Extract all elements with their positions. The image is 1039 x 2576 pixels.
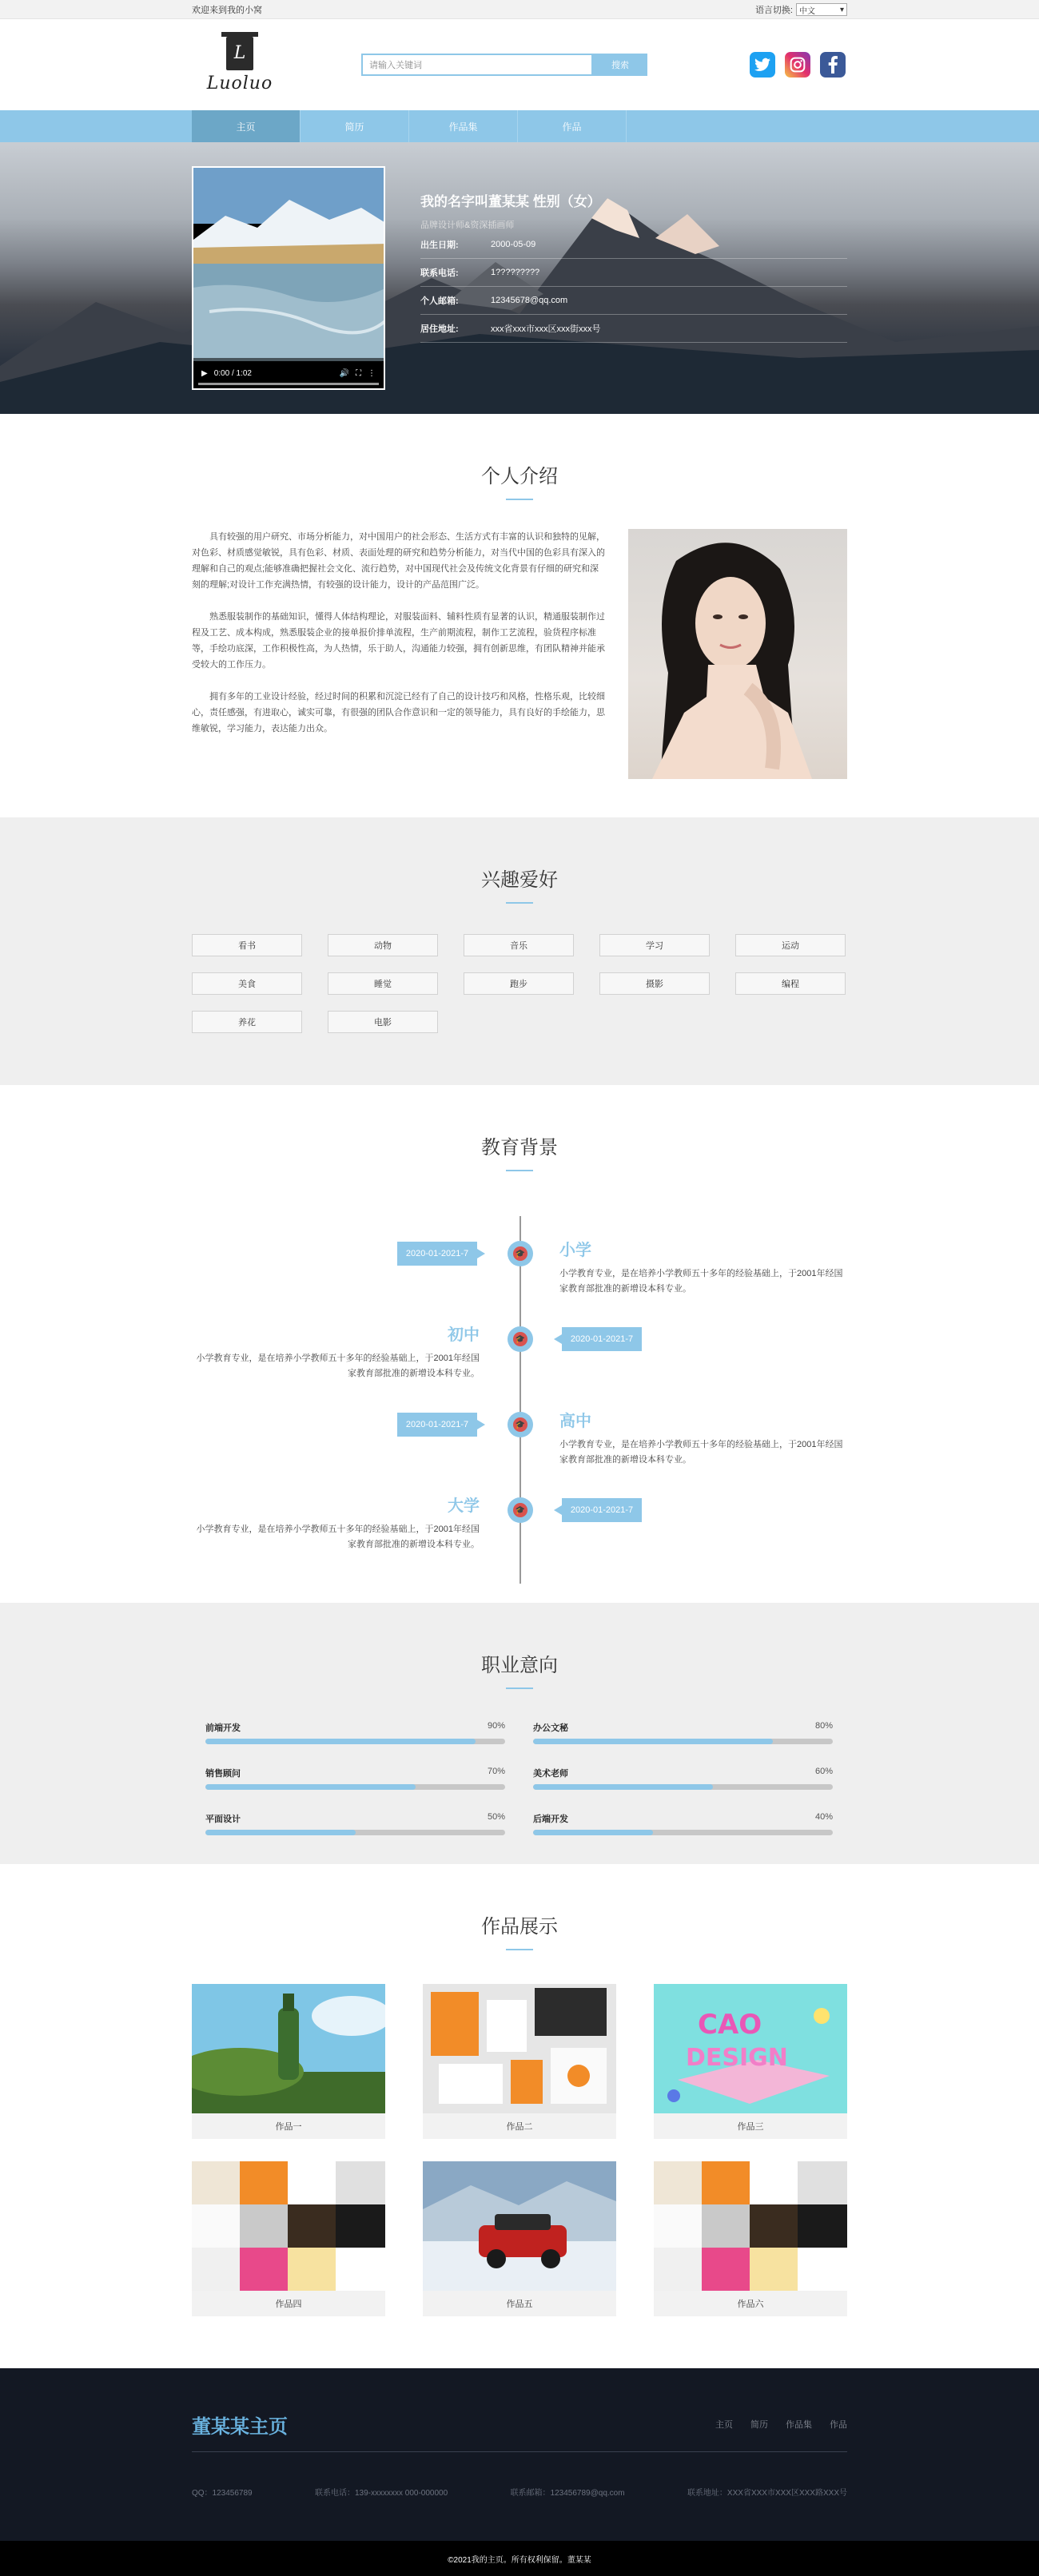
- works-grid: [192, 1984, 847, 2316]
- info-row-birth: [420, 231, 847, 259]
- skill-bar: [533, 1739, 833, 1744]
- skill-item: [205, 1812, 505, 1835]
- timeline-date: 2020-01-2021-7: [562, 1498, 642, 1522]
- chevron-down-icon: ▾: [839, 5, 844, 14]
- welcome-text: 欢迎来到我的小窝: [192, 6, 262, 15]
- profile-name: 我的名字叫董某某 性别（女）: [420, 194, 601, 209]
- skill-bar: [533, 1784, 833, 1790]
- logo-text: Luoluo: [206, 73, 273, 93]
- profile-subtitle: 品牌设计师&资深插画师: [420, 221, 515, 230]
- intro-section: [0, 414, 1039, 817]
- skill-name: 美术老师: [533, 1769, 568, 1779]
- footer-divider: [192, 2451, 847, 2452]
- info-value: xxx省xxx市xxx区xxx街xxx号: [491, 324, 601, 334]
- graduation-cap-icon: 🎓: [508, 1412, 533, 1437]
- skill-item: [205, 1767, 505, 1790]
- nav-item-home[interactable]: 主页: [192, 110, 301, 142]
- skill-bar: [533, 1830, 833, 1835]
- title-underline: [506, 1688, 533, 1689]
- top-bar: [0, 0, 1039, 19]
- info-value: 1?????????: [491, 268, 540, 277]
- skill-fill: [205, 1739, 476, 1744]
- skill-fill: [205, 1830, 356, 1835]
- footer-qq: QQ：123456789: [192, 2489, 253, 2498]
- profile-info: [420, 166, 847, 390]
- work-image: [192, 1984, 385, 2113]
- skill-percent: 60%: [814, 1767, 833, 1776]
- work-image: [423, 2161, 616, 2291]
- search-button[interactable]: 搜索: [593, 54, 647, 76]
- footer-link-works[interactable]: 作品: [830, 2420, 847, 2430]
- graduation-cap-icon: 🎓: [508, 1326, 533, 1352]
- title-underline: [506, 1949, 533, 1950]
- education-desc: 小学教育专业，是在培养小学教师五十多年的经验基础上，于2001年经国家教育部批准的新增设本科专业。: [196, 1525, 480, 1549]
- hobby-section: [0, 817, 1039, 1085]
- footer-brand: 董某某主页: [192, 2415, 288, 2438]
- language-label: 语言切换:: [754, 6, 793, 15]
- skill-percent: 50%: [487, 1812, 505, 1822]
- skill-name: 后端开发: [533, 1815, 568, 1824]
- facebook-icon[interactable]: [820, 52, 846, 78]
- language-select[interactable]: [796, 3, 847, 16]
- timeline-date: 2020-01-2021-7: [562, 1327, 642, 1351]
- hobby-item[interactable]: 睡觉: [328, 972, 438, 995]
- skill-bar: [205, 1739, 505, 1744]
- skill-bar: [205, 1784, 505, 1790]
- graduation-cap-icon: 🎓: [508, 1241, 533, 1266]
- svg-text:CAO: CAO: [698, 2009, 762, 2041]
- logo-badge: L: [226, 37, 253, 70]
- footer-address: 联系地址：XXX省XXX市XXX区XXX路XXX号: [687, 2489, 847, 2498]
- intro-paragraph: 拥有多年的工业设计经验，经过时间的积累和沉淀已经有了自己的设计技巧和风格，性格乐观，比较细心，责任感强，有进取心，诚实可靠，有很强的团队合作意识和一定的领导能力，具有良好的手绘能力，思维敏锐，学习能力，表达能力出众。: [192, 692, 605, 733]
- section-title: 兴趣爱好: [481, 869, 558, 891]
- info-label: 联系电话:: [420, 268, 459, 278]
- timeline-axis: [520, 1216, 521, 1584]
- education-stage: 大学: [448, 1497, 480, 1515]
- hobby-item[interactable]: 运动: [735, 934, 846, 956]
- info-row-email: [420, 287, 847, 315]
- skill-fill: [533, 1784, 713, 1790]
- intro-paragraph: 熟悉服装制作的基础知识，懂得人体结构理论，对服装面料、辅料性质有显著的认识，精通服装制作过程及工艺、成本构成，熟悉服装企业的接单报价排单流程，生产前期流程，制作工艺流程，验货程序标准等，手绘功底深，工作积极性高，为人热情，乐于助人，沟通能力较强，拥有创新思维，有团队精神并能承受较大的工作压力。: [192, 612, 605, 670]
- hobby-item[interactable]: 电影: [328, 1011, 438, 1033]
- social-links: [750, 52, 846, 78]
- logo[interactable]: [192, 29, 288, 101]
- intro-text: [192, 529, 607, 779]
- video-progress-bar[interactable]: [198, 383, 379, 385]
- video-time: 0:00 / 1:02: [213, 368, 252, 378]
- intro-paragraph: 具有较强的用户研究、市场分析能力，对中国用户的社会形态、生活方式有丰富的认识和独特的见解，对色彩、材质感觉敏锐，具有色彩、材质、表面处理的研究和趋势分析能力，对当代中国的色彩具有深入的理解和自己的观点;能够准确把握社会文化、流行趋势，对中国现代社会及传统文化背景有仔细的研究和深刻的理解;对设计工作充满热情，有较强的设计能力，设计的产品范围广泛。: [192, 532, 605, 590]
- info-row-address: [420, 315, 847, 343]
- info-value: 2000-05-09: [491, 240, 536, 249]
- copyright-text: ©2021我的主页。所有权利保留。董某某: [448, 2555, 591, 2565]
- title-underline: [506, 499, 533, 500]
- work-card[interactable]: [423, 2161, 616, 2316]
- footer-email: 联系邮箱：123456789@qq.com: [510, 2489, 625, 2498]
- fullscreen-icon[interactable]: ⛶: [356, 368, 361, 378]
- education-stage: 初中: [448, 1326, 480, 1344]
- skill-list: [192, 1721, 847, 1835]
- info-label: 居住地址:: [420, 324, 459, 334]
- work-image: [654, 1984, 847, 2113]
- work-card[interactable]: [423, 1984, 616, 2139]
- skill-name: 平面设计: [205, 1815, 241, 1824]
- work-image: [423, 1984, 616, 2113]
- section-title: 个人介绍: [481, 466, 558, 487]
- section-title: 职业意向: [481, 1655, 558, 1676]
- education-desc: 小学教育专业，是在培养小学教师五十多年的经验基础上，于2001年经国家教育部批准的新增设本科专业。: [196, 1354, 480, 1378]
- skill-item: [533, 1812, 833, 1835]
- play-icon[interactable]: ▶: [201, 368, 208, 378]
- title-underline: [506, 1170, 533, 1171]
- search-bar: [361, 54, 647, 76]
- education-stage: 小学: [559, 1242, 591, 1259]
- education-desc: 小学教育专业，是在培养小学教师五十多年的经验基础上，于2001年经国家教育部批准的新增设本科专业。: [559, 1440, 843, 1465]
- nav-item-resume[interactable]: 简历: [301, 110, 409, 142]
- graduation-cap-icon: 🎓: [508, 1497, 533, 1523]
- main-nav: [0, 110, 1039, 142]
- education-desc: 小学教育专业，是在培养小学教师五十多年的经验基础上，于2001年经国家教育部批准的新增设本科专业。: [559, 1269, 843, 1294]
- work-image: [192, 2161, 385, 2291]
- footer-link-portfolio[interactable]: 作品集: [786, 2420, 812, 2430]
- skill-percent: 80%: [814, 1721, 833, 1731]
- work-card[interactable]: [192, 1984, 385, 2139]
- portrait-photo: [628, 529, 847, 779]
- header: [0, 19, 1039, 110]
- section-title: 教育背景: [481, 1137, 558, 1159]
- footer-nav: [715, 2418, 847, 2431]
- work-caption: 作品五: [506, 2300, 533, 2309]
- footer-contacts: [192, 2486, 847, 2498]
- work-caption: 作品三: [737, 2122, 764, 2132]
- svg-text:DESIGN: DESIGN: [686, 2044, 788, 2072]
- skill-name: 前端开发: [205, 1723, 241, 1733]
- footer: [0, 2368, 1039, 2541]
- skill-percent: 90%: [487, 1721, 505, 1731]
- timeline-entry: [192, 1499, 480, 1552]
- hobby-item[interactable]: 动物: [328, 934, 438, 956]
- skill-percent: 40%: [814, 1812, 833, 1822]
- works-section: [0, 1864, 1039, 2368]
- education-timeline: [192, 1216, 847, 1584]
- timeline-date: 2020-01-2021-7: [397, 1242, 477, 1266]
- skill-fill: [533, 1830, 653, 1835]
- timeline-entry: [192, 1328, 480, 1381]
- hobby-item[interactable]: 跑步: [464, 972, 574, 995]
- hobby-item[interactable]: 摄影: [599, 972, 710, 995]
- hobby-item[interactable]: 学习: [599, 934, 710, 956]
- twitter-icon[interactable]: [750, 52, 775, 78]
- work-card[interactable]: [192, 2161, 385, 2316]
- video-player[interactable]: [192, 166, 385, 390]
- work-caption: 作品六: [737, 2300, 764, 2309]
- info-row-phone: [420, 259, 847, 287]
- hobby-item[interactable]: 养花: [192, 1011, 302, 1033]
- hobby-grid: [192, 934, 847, 1033]
- work-card[interactable]: [654, 1984, 847, 2139]
- language-value: 中文: [799, 6, 815, 16]
- copyright-bar: [0, 2541, 1039, 2576]
- work-image: [654, 2161, 847, 2291]
- hobby-item[interactable]: 美食: [192, 972, 302, 995]
- section-title: 作品展示: [481, 1916, 558, 1938]
- timeline-entry: [559, 1414, 847, 1468]
- timeline-date: 2020-01-2021-7: [397, 1413, 477, 1437]
- hobby-item[interactable]: 音乐: [464, 934, 574, 956]
- career-section: [0, 1603, 1039, 1864]
- skill-fill: [533, 1739, 773, 1744]
- instagram-icon[interactable]: [785, 52, 810, 78]
- info-label: 出生日期:: [420, 241, 459, 250]
- hobby-item[interactable]: 看书: [192, 934, 302, 956]
- nav-item-works[interactable]: 作品: [518, 110, 627, 142]
- skill-bar: [205, 1830, 505, 1835]
- skill-item: [533, 1767, 833, 1790]
- footer-link-resume[interactable]: 简历: [750, 2420, 768, 2430]
- volume-icon[interactable]: 🔊: [339, 368, 349, 378]
- search-input[interactable]: 请输入关键词: [361, 54, 593, 76]
- nav-item-portfolio[interactable]: 作品集: [409, 110, 518, 142]
- info-value: 12345678@qq.com: [491, 296, 568, 305]
- footer-link-home[interactable]: 主页: [715, 2420, 733, 2430]
- more-options-icon[interactable]: ⋮: [368, 368, 376, 378]
- education-section: [0, 1085, 1039, 1603]
- timeline-entry: [559, 1243, 847, 1297]
- skill-fill: [205, 1784, 416, 1790]
- education-stage: 高中: [559, 1413, 591, 1430]
- work-card[interactable]: [654, 2161, 847, 2316]
- work-caption: 作品二: [506, 2122, 533, 2132]
- video-thumbnail: [193, 168, 385, 361]
- skill-item: [533, 1721, 833, 1744]
- info-label: 个人邮箱:: [420, 296, 459, 306]
- title-underline: [506, 902, 533, 904]
- hobby-item[interactable]: 编程: [735, 972, 846, 995]
- skill-item: [205, 1721, 505, 1744]
- work-caption: 作品一: [275, 2122, 302, 2132]
- work-caption: 作品四: [275, 2300, 302, 2309]
- skill-percent: 70%: [487, 1767, 505, 1776]
- language-switcher: [755, 3, 847, 16]
- footer-phone: 联系电话：139-xxxxxxxx 000-000000: [315, 2489, 448, 2498]
- skill-name: 办公文秘: [533, 1723, 568, 1733]
- skill-name: 销售顾问: [205, 1769, 241, 1779]
- hero-banner: [0, 142, 1039, 414]
